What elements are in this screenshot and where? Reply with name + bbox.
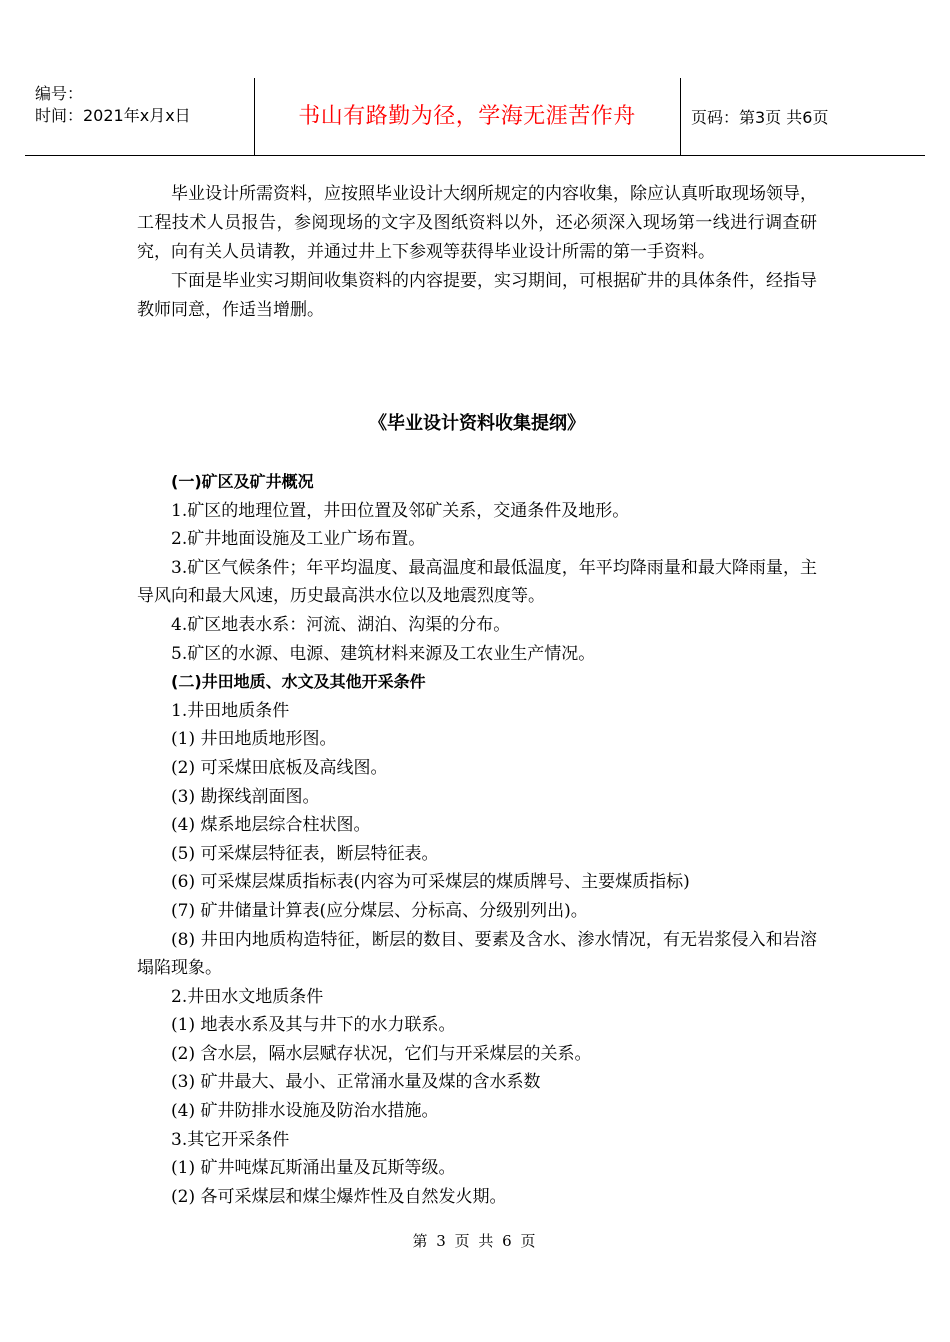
outline-heading: (一)矿区及矿井概况 bbox=[171, 472, 314, 491]
outline-item: (2) 可采煤田底板及高线图。 bbox=[171, 757, 388, 778]
outline-item: 3.其它开采条件 bbox=[171, 1129, 290, 1150]
outline-item: 4.矿区地表水系：河流、湖泊、沟渠的分布。 bbox=[171, 614, 511, 635]
outline-item: (6) 可采煤层煤质指标表(内容为可采煤层的煤质牌号、主要煤质指标) bbox=[171, 872, 690, 893]
document-time-label: 时间：2021年x月x日 bbox=[35, 106, 191, 125]
outline-heading: (二)井田地质、水文及其他开采条件 bbox=[171, 672, 426, 692]
header-motto: 书山有路勤为径，学海无涯苦作舟 bbox=[298, 104, 636, 129]
header-divider bbox=[680, 78, 681, 156]
intro-paragraph: 下面是毕业实习期间收集资料的内容提要，实习期间，可根据矿井的具体条件，经指导教师同意，作适当增删。 bbox=[137, 271, 817, 320]
outline-item: (8) 井田内地质构造特征，断层的数目、要素及含水、渗水情况，有无岩浆侵入和岩溶塌陷现象。 bbox=[137, 929, 817, 979]
outline-list bbox=[137, 468, 817, 1211]
page-footer: 第 3 页 共 6 页 bbox=[412, 1232, 538, 1250]
outline-item: (4) 煤系地层综合柱状图。 bbox=[171, 815, 371, 836]
outline-item: 1.井田地质条件 bbox=[171, 700, 290, 721]
outline-item: (1) 地表水系及其与井下的水力联系。 bbox=[171, 1015, 456, 1036]
outline-item: (1) 矿井吨煤瓦斯涌出量及瓦斯等级。 bbox=[171, 1158, 456, 1179]
outline-item: (5) 可采煤层特征表，断层特征表。 bbox=[171, 843, 439, 864]
outline-item: (7) 矿井储量计算表(应分煤层、分标高、分级别列出)。 bbox=[171, 900, 588, 921]
outline-item: 5.矿区的水源、电源、建筑材料来源及工农业生产情况。 bbox=[171, 643, 596, 664]
header-rule bbox=[25, 155, 925, 156]
intro-paragraph: 毕业设计所需资料，应按照毕业设计大纲所规定的内容收集，除应认真听取现场领导，工程技术人员报告，参阅现场的文字及图纸资料以外，还必须深入现场第一线进行调查研究，向有关人员请教，并通过井上下参观等获得毕业设计所需的第一手资料。 bbox=[137, 184, 817, 262]
header-page-number: 页码：第3页 共6页 bbox=[691, 108, 829, 127]
outline-item: 2.矿井地面设施及工业广场布置。 bbox=[171, 529, 426, 550]
document-number-label: 编号： bbox=[35, 84, 84, 103]
outline-title: 《毕业设计资料收集提纲》 bbox=[369, 413, 585, 434]
outline-item: (3) 勘探线剖面图。 bbox=[171, 786, 320, 807]
outline-item: (4) 矿井防排水设施及防治水措施。 bbox=[171, 1101, 439, 1122]
outline-item: (2) 含水层，隔水层赋存状况，它们与开采煤层的关系。 bbox=[171, 1043, 592, 1064]
outline-item: 3.矿区气候条件；年平均温度、最高温度和最低温度，年平均降雨量和最大降雨量，主导风向和最大风速，历史最高洪水位以及地震烈度等。 bbox=[137, 557, 817, 607]
intro-section bbox=[137, 180, 817, 325]
outline-item: 1.矿区的地理位置，井田位置及邻矿关系，交通条件及地形。 bbox=[171, 500, 630, 521]
outline-item: (2) 各可采煤层和煤尘爆炸性及自然发火期。 bbox=[171, 1186, 507, 1207]
header-meta bbox=[35, 83, 191, 127]
outline-item: 2.井田水文地质条件 bbox=[171, 986, 324, 1007]
outline-item: (3) 矿井最大、最小、正常涌水量及煤的含水系数 bbox=[171, 1072, 541, 1093]
outline-item: (1) 井田地质地形图。 bbox=[171, 729, 337, 750]
page-header bbox=[25, 78, 925, 156]
